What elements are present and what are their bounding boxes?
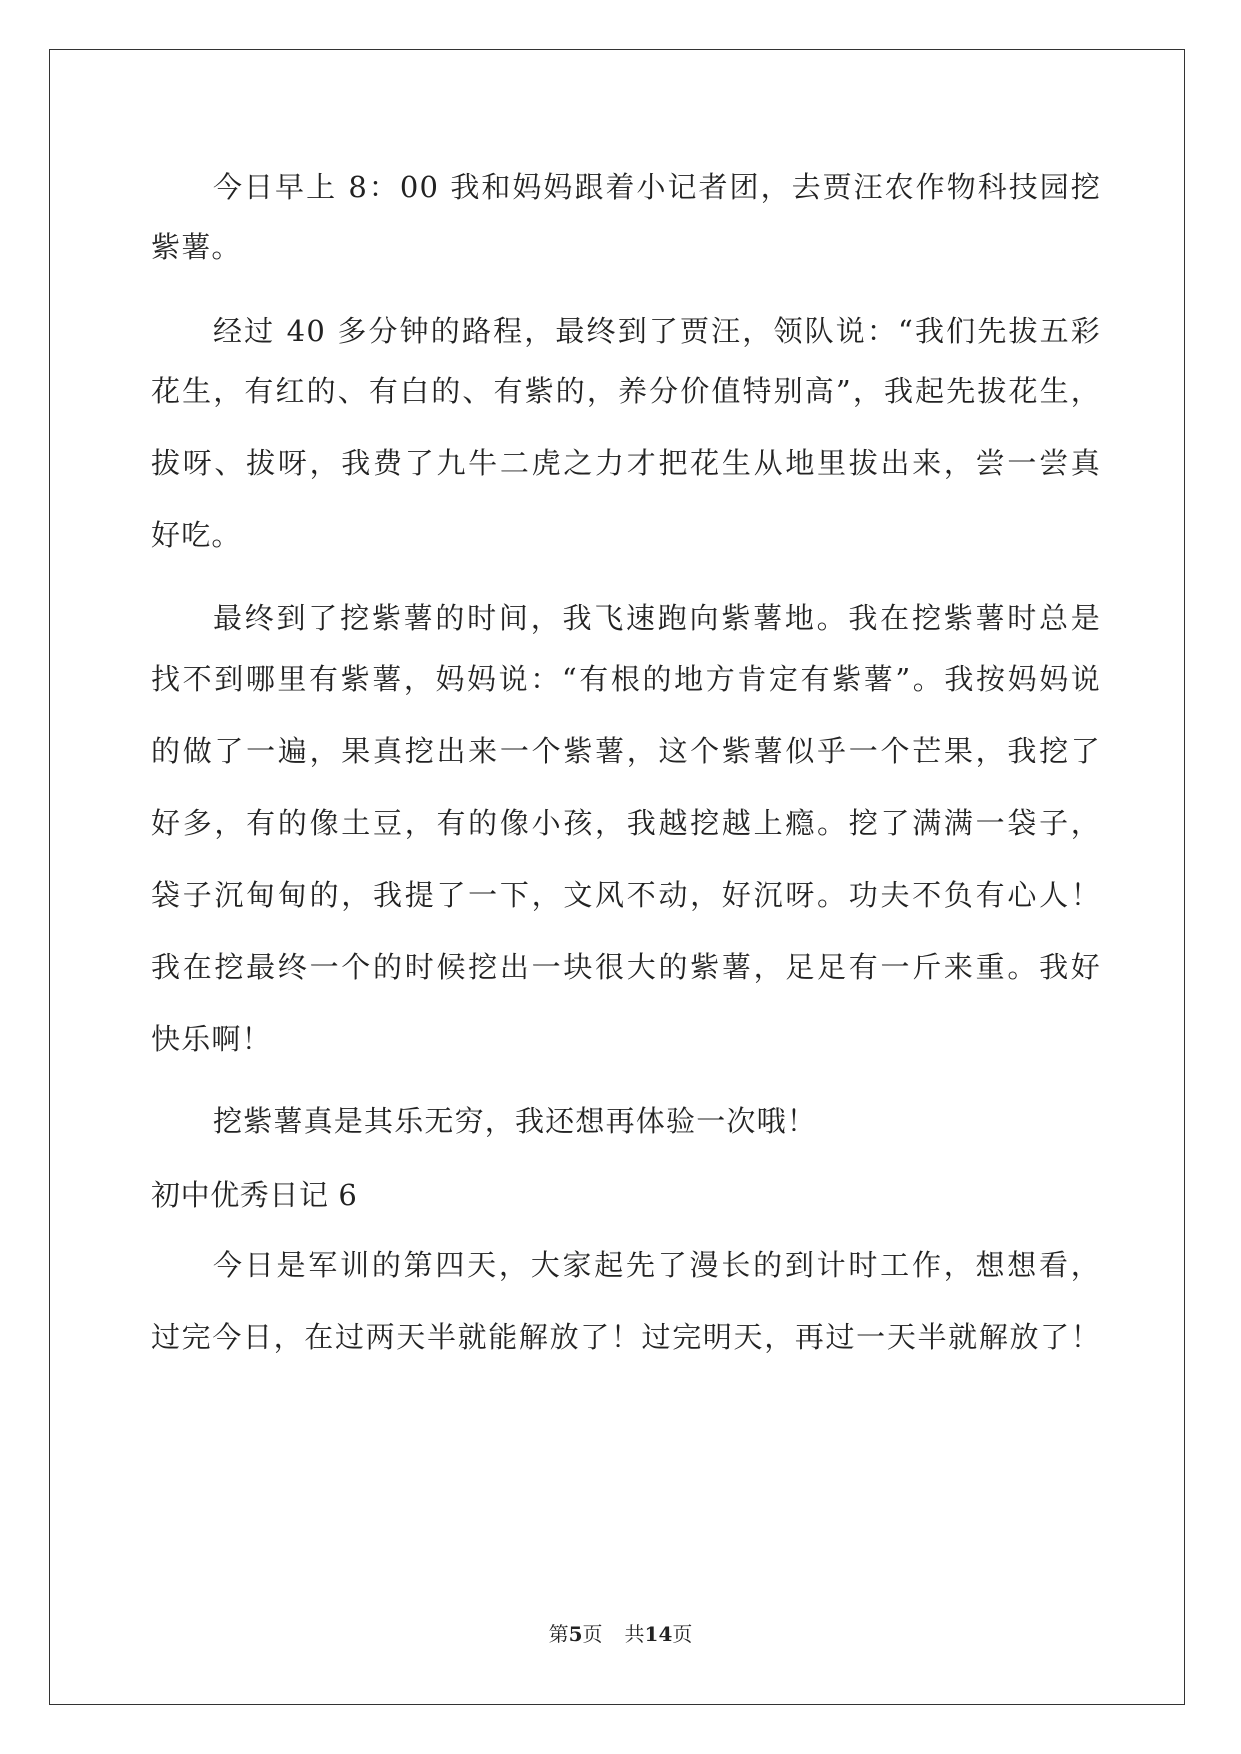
paragraph-3-line-5: 袋子沉甸甸的，我提了一下，文风不动，好沉呀。功夫不负有心人！ [151, 878, 1101, 912]
paragraph-1-line-2: 紫薯。 [151, 230, 242, 264]
paragraph-3-line-7: 快乐啊！ [151, 1022, 272, 1056]
total-label-prefix: 共 [624, 1622, 645, 1646]
paragraph-1-line-1: 今日早上 8：00 我和妈妈跟着小记者团，去贾汪农作物科技园挖 [213, 170, 1101, 204]
paragraph-2-line-2: 花生，有红的、有白的、有紫的，养分价值特别高”，我起先拔花生， [151, 374, 1101, 408]
paragraph-2-line-4: 好吃。 [151, 518, 242, 552]
current-page-number: 5 [568, 1622, 583, 1646]
page-footer [0, 1621, 1241, 1647]
paragraph-3-line-3: 的做了一遍，果真挖出来一个紫薯，这个紫薯似乎一个芒果，我挖了 [151, 734, 1101, 768]
paragraph-4-line-1: 挖紫薯真是其乐无穷，我还想再体验一次哦！ [213, 1104, 818, 1138]
paragraph-3-line-6: 我在挖最终一个的时候挖出一块很大的紫薯，足足有一斤来重。我好 [151, 950, 1101, 984]
paragraph-2-line-3: 拔呀、拔呀，我费了九牛二虎之力才把花生从地里拔出来，尝一尝真 [151, 446, 1101, 480]
section-heading: 初中优秀日记 6 [151, 1178, 358, 1212]
total-label-suffix: 页 [672, 1622, 693, 1646]
page-label-suffix: 页 [582, 1622, 603, 1646]
paragraph-5-line-2: 过完今日，在过两天半就能解放了！过完明天，再过一天半就解放了！ [151, 1320, 1101, 1354]
total-page-count: 14 [644, 1622, 673, 1646]
paragraph-2-line-1: 经过 40 多分钟的路程，最终到了贾汪，领队说：“我们先拔五彩 [213, 314, 1101, 348]
paragraph-3-line-2: 找不到哪里有紫薯，妈妈说：“有根的地方肯定有紫薯”。我按妈妈说 [151, 662, 1101, 696]
paragraph-3-line-1: 最终到了挖紫薯的时间，我飞速跑向紫薯地。我在挖紫薯时总是 [213, 601, 1101, 635]
paragraph-5-line-1: 今日是军训的第四天，大家起先了漫长的到计时工作，想想看， [213, 1248, 1101, 1282]
page-label-prefix: 第 [548, 1622, 569, 1646]
paragraph-3-line-4: 好多，有的像土豆，有的像小孩，我越挖越上瘾。挖了满满一袋子， [151, 806, 1101, 840]
